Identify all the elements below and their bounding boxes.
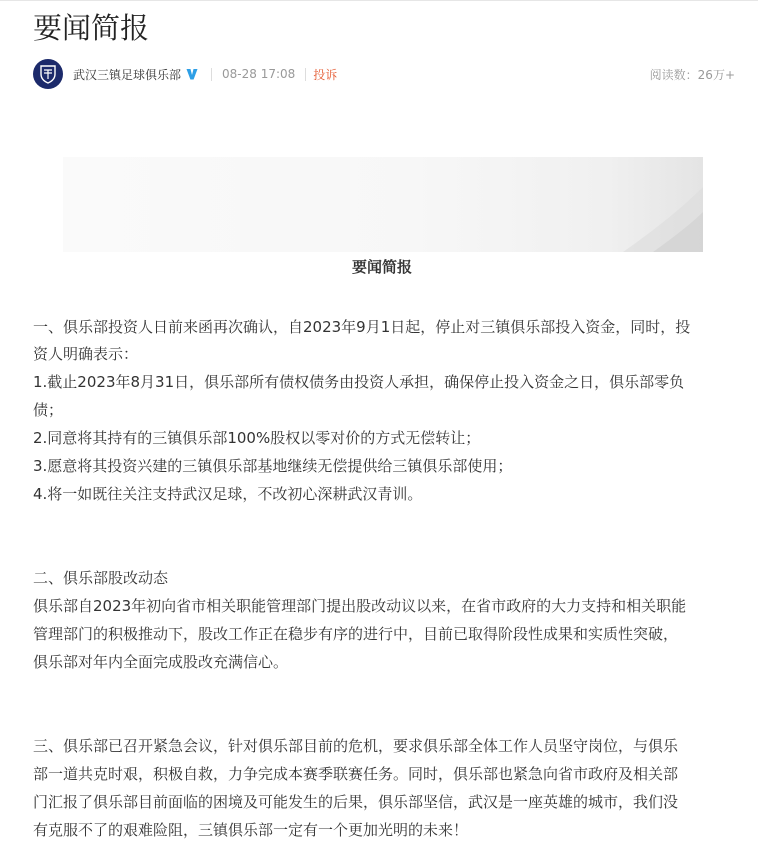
paragraph-line: 资人明确表示： <box>33 345 139 363</box>
publish-datetime: 08-28 17:08 <box>222 67 296 81</box>
paragraph-line: 管理部门的积极推动下，股改工作正在稳步有序的进行中，目前已取得阶段性成果和实质性突破， <box>33 625 679 643</box>
verified-v-icon <box>185 67 199 81</box>
banner-caption: 要闻简报 <box>351 258 412 276</box>
read-count: 阅读数：26万+ <box>649 67 735 82</box>
paragraph-line: 一、俱乐部投资人日前来函再次确认，自2023年9月1日起，停止对三镇俱乐部投入资金，同时，投 <box>33 318 691 336</box>
top-divider <box>0 0 758 1</box>
paragraph-line: 有克服不了的艰难险阻，三镇俱乐部一定有一个更加光明的未来！ <box>33 821 469 839</box>
article-meta-bar <box>33 59 735 89</box>
paragraph-line: 4.将一如既往关注支持武汉足球，不改初心深耕武汉青训。 <box>33 485 423 503</box>
meta-divider <box>211 68 212 81</box>
paragraph-line: 部一道共克时艰，积极自救，力争完成本赛季联赛任务。同时，俱乐部也紧急向省市政府及相关部 <box>33 765 679 783</box>
paragraph-line: 三、俱乐部已召开紧急会议，针对俱乐部目前的危机，要求俱乐部全体工作人员坚守岗位，与俱乐 <box>33 737 679 755</box>
complain-link[interactable]: 投诉 <box>313 67 338 82</box>
section-heading: 二、俱乐部股改动态 <box>33 569 169 587</box>
paragraph-line: 俱乐部自2023年初向省市相关职能管理部门提出股改动议以来，在省市政府的大力支持和相关职能 <box>33 597 687 615</box>
paragraph-line: 门汇报了俱乐部目前面临的困境及可能发生的后果，俱乐部坚信，武汉是一座英雄的城市，我们没 <box>33 793 679 811</box>
paragraph-line: 1.截止2023年8月31日，俱乐部所有债权债务由投资人承担，确保停止投入资金之日，俱乐部零负 <box>33 373 685 391</box>
meta-divider <box>305 68 306 81</box>
club-logo-icon[interactable] <box>33 59 63 89</box>
article-title: 要闻简报 <box>33 11 150 45</box>
article-banner-image <box>63 157 703 252</box>
paragraph-line: 俱乐部对年内全面完成股改充满信心。 <box>33 653 289 671</box>
author-name-link[interactable]: 武汉三镇足球俱乐部 <box>73 67 182 82</box>
paragraph-line: 债； <box>33 401 64 419</box>
paragraph-line: 2.同意将其持有的三镇俱乐部100%股权以零对价的方式无偿转让； <box>33 429 481 447</box>
paragraph-line: 3.愿意将其投资兴建的三镇俱乐部基地继续无偿提供给三镇俱乐部使用； <box>33 457 513 475</box>
